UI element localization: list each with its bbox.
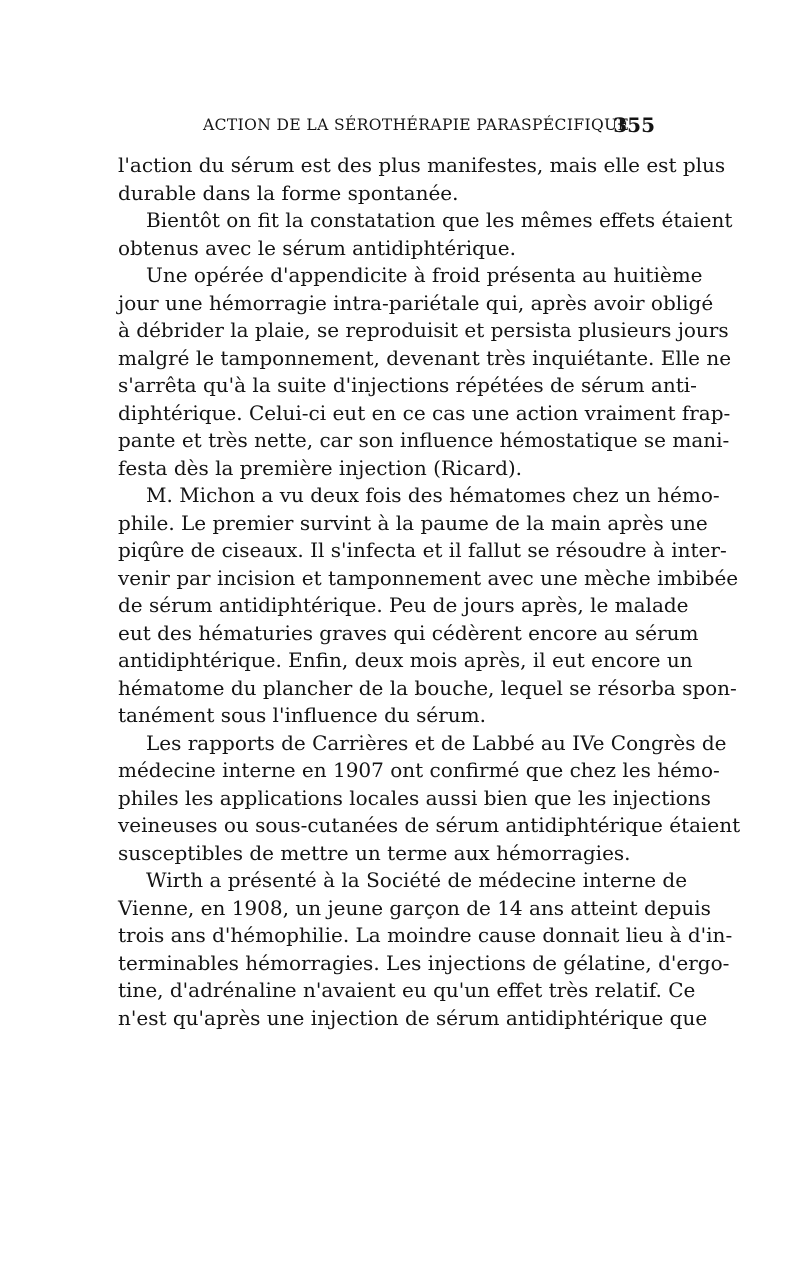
text-line: philes les applications locales aussi bien que les injections [118,785,711,810]
text-line: obtenus avec le sérum antidiphtérique. [118,235,516,260]
text-line: médecine interne en 1907 ont confirmé que chez les hémo- [118,758,720,783]
text-line: Une opérée d'appendicite à froid présenta au huitième [146,263,703,288]
text-line: eut des hématuries graves qui cédèrent encore au sérum [118,620,699,645]
text-line: tanément sous l'influence du sérum. [118,703,486,728]
text-line: à débrider la plaie, se reproduisit et persista plusieurs jours [118,318,729,343]
page-number: 355 [613,113,655,137]
text-line: terminables hémorragies. Les injections de gélatine, d'ergo- [118,950,730,975]
text-line: venir par incision et tamponnement avec une mèche imbibée [118,565,739,590]
text-line: l'action du sérum est des plus manifestes, mais elle est plus [118,153,726,177]
text-line: hématome du plancher de la bouche, lequel se résorba spon- [118,675,737,700]
text-line: pante et très nette, car son influence hémostatique se mani- [118,428,730,453]
text-line: antidiphtérique. Enfin, deux mois après, il eut encore un [118,648,693,673]
running-header [203,113,655,139]
text-line: n'est qu'après une injection de sérum antidiphtérique que [118,1005,708,1030]
running-title: ACTION DE LA SÉROTHÉRAPIE PARASPÉCIFIQUE [203,116,630,134]
text-line: malgré le tamponnement, devenant très inquiétante. Elle ne [118,345,732,370]
text-line: Bientôt on fit la constatation que les mêmes effets étaient [146,208,733,233]
text-line: festa dès la première injection (Ricard). [118,455,523,480]
text-line: tine, d'adrénaline n'avaient eu qu'un effet très relatif. Ce [118,978,696,1003]
text-line: s'arrêta qu'à la suite d'injections répétées de sérum anti- [118,373,697,398]
text-line: durable dans la forme spontanée. [118,180,459,205]
body-text [118,152,741,1033]
text-line: diphtérique. Celui-ci eut en ce cas une action vraiment frap- [118,400,731,425]
text-line: veineuses ou sous-cutanées de sérum antidiphtérique étaient [118,813,741,838]
text-line: susceptibles de mettre un terme aux hémorragies. [118,840,631,865]
text-line: Les rapports de Carrières et de Labbé au IVe Congrès de [146,730,727,755]
text-line: Wirth a présenté à la Société de médecine interne de [146,868,688,893]
text-line: phile. Le premier survint à la paume de la main après une [118,510,708,535]
text-line: piqûre de ciseaux. Il s'infecta et il fallut se résoudre à inter- [118,538,727,563]
text-line: de sérum antidiphtérique. Peu de jours après, le malade [118,593,689,618]
text-line: Vienne, en 1908, un jeune garçon de 14 ans atteint depuis [118,895,711,920]
text-line: trois ans d'hémophilie. La moindre cause donnait lieu à d'in- [118,923,733,948]
text-line: jour une hémorragie intra-pariétale qui, après avoir obligé [118,290,714,315]
text-line: M. Michon a vu deux fois des hématomes chez un hémo- [146,483,720,508]
